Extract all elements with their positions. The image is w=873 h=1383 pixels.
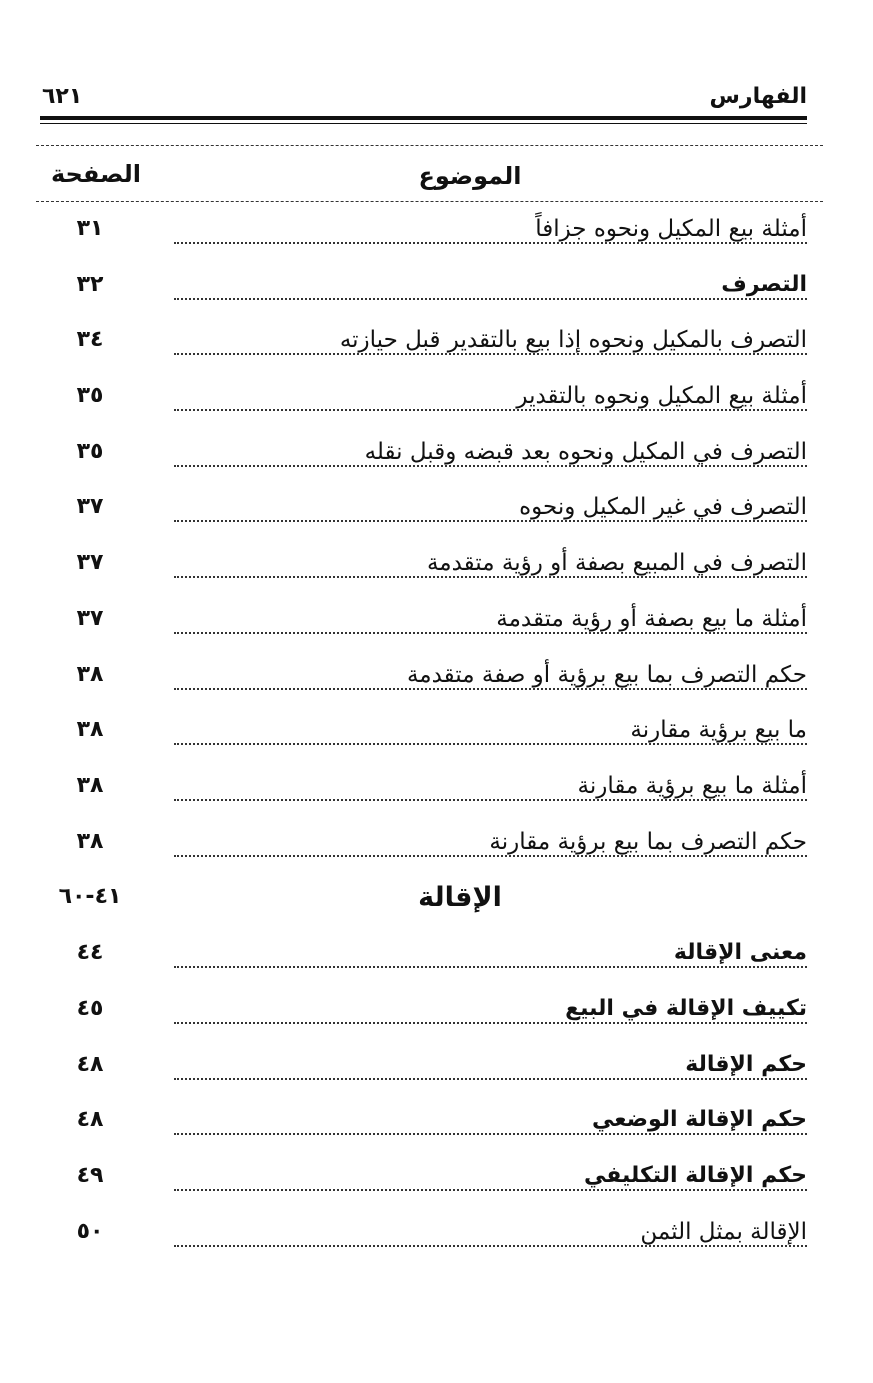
- dot-leader: [174, 1189, 807, 1191]
- column-header-page: الصفحة: [50, 160, 141, 188]
- entry-title: التصرف في المبيع بصفة أو رؤية متقدمة: [419, 550, 807, 576]
- dot-leader: [174, 1133, 807, 1135]
- entry-page-number: ٤٤: [76, 940, 104, 966]
- dot-leader: [174, 1022, 807, 1024]
- entry-title: أمثلة بيع المكيل ونحوه جزافاً: [527, 216, 807, 242]
- entry-page-number: ٤٨: [76, 1107, 104, 1133]
- header-rule-thin: [40, 123, 807, 124]
- index-entry: [0, 598, 873, 654]
- index-entry: [0, 542, 873, 598]
- entry-page-number: ٣٨: [76, 772, 104, 798]
- index-entry: [0, 765, 873, 821]
- entry-page-number: ٣٤: [76, 327, 104, 353]
- dot-leader: [174, 966, 807, 968]
- entry-title: حكم الإقالة: [677, 1052, 807, 1077]
- index-entry: [0, 821, 873, 877]
- index-entry: [0, 375, 873, 431]
- entry-page-number: ٤١-٦٠: [58, 884, 122, 910]
- dot-leader: [174, 576, 807, 578]
- dot-leader: [174, 632, 807, 634]
- dot-leader: [174, 743, 807, 745]
- entry-title: التصرف بالمكيل ونحوه إذا بيع بالتقدير قبل حيازته: [332, 327, 807, 353]
- entry-title: التصرف: [713, 272, 807, 297]
- dot-leader: [174, 298, 807, 300]
- entry-page-number: ٣٧: [76, 494, 104, 520]
- entry-title: أمثلة ما بيع برؤية مقارنة: [570, 773, 807, 799]
- index-entry: [0, 431, 873, 487]
- entry-title: حكم التصرف بما بيع برؤية مقارنة: [481, 829, 807, 855]
- entry-page-number: ٣٢: [76, 271, 104, 297]
- entry-page-number: ٣٨: [76, 661, 104, 687]
- index-entry: [0, 709, 873, 765]
- index-entry: [0, 654, 873, 710]
- entry-page-number: ٤٥: [76, 995, 104, 1021]
- running-title: الفهارس: [709, 84, 807, 109]
- entry-title: التصرف في غير المكيل ونحوه: [511, 494, 807, 520]
- entry-page-number: ٣٧: [76, 550, 104, 576]
- entry-page-number: ٣٨: [76, 717, 104, 743]
- index-entry: [0, 1211, 873, 1267]
- dot-leader: [174, 688, 807, 690]
- page-number: ٦٢١: [42, 84, 83, 109]
- entry-title: ما بيع برؤية مقارنة: [622, 717, 807, 743]
- index-entry: [0, 319, 873, 375]
- index-entry: [0, 1155, 873, 1211]
- index-entries: [0, 208, 873, 1266]
- entry-page-number: ٣٥: [76, 438, 104, 464]
- entry-page-number: ٣٥: [76, 383, 104, 409]
- dashed-rule-top: [36, 145, 823, 146]
- entry-title: معنى الإقالة: [666, 940, 807, 965]
- section-row: [0, 876, 873, 932]
- entry-title: أمثلة ما بيع بصفة أو رؤية متقدمة: [488, 606, 807, 632]
- entry-page-number: ٣١: [76, 216, 104, 241]
- index-entry: [0, 1099, 873, 1155]
- dot-leader: [174, 465, 807, 467]
- entry-page-number: ٤٩: [76, 1163, 104, 1188]
- index-entry: [0, 208, 873, 264]
- section-heading: الإقالة: [418, 882, 502, 914]
- header-rule-thick: [40, 116, 807, 120]
- index-entry: [0, 486, 873, 542]
- dot-leader: [174, 520, 807, 522]
- dashed-rule-bottom: [36, 201, 823, 202]
- dot-leader: [174, 242, 807, 244]
- entry-title: الإقالة بمثل الثمن: [632, 1219, 807, 1245]
- index-entry: [0, 1044, 873, 1100]
- dot-leader: [174, 855, 807, 857]
- entry-title: حكم الإقالة الوضعي: [584, 1107, 807, 1132]
- column-header-topic: الموضوع: [418, 162, 522, 190]
- index-entry: [0, 264, 873, 320]
- entry-page-number: ٤٨: [76, 1051, 104, 1077]
- entry-page-number: ٣٧: [76, 605, 104, 631]
- dot-leader: [174, 409, 807, 411]
- dot-leader: [174, 799, 807, 801]
- running-header: [42, 84, 807, 120]
- entry-page-number: ٥٠: [76, 1218, 104, 1244]
- index-entry: [0, 988, 873, 1044]
- dot-leader: [174, 353, 807, 355]
- index-entry: [0, 932, 873, 988]
- dot-leader: [174, 1078, 807, 1080]
- entry-title: التصرف في المكيل ونحوه بعد قبضه وقبل نقله: [357, 439, 807, 465]
- entry-title: حكم التصرف بما بيع برؤية أو صفة متقدمة: [399, 662, 807, 688]
- entry-title: حكم الإقالة التكليفي: [576, 1163, 807, 1188]
- entry-title: تكييف الإقالة في البيع: [557, 996, 807, 1021]
- entry-title: أمثلة بيع المكيل ونحوه بالتقدير: [508, 383, 807, 409]
- entry-page-number: ٣٨: [76, 828, 104, 854]
